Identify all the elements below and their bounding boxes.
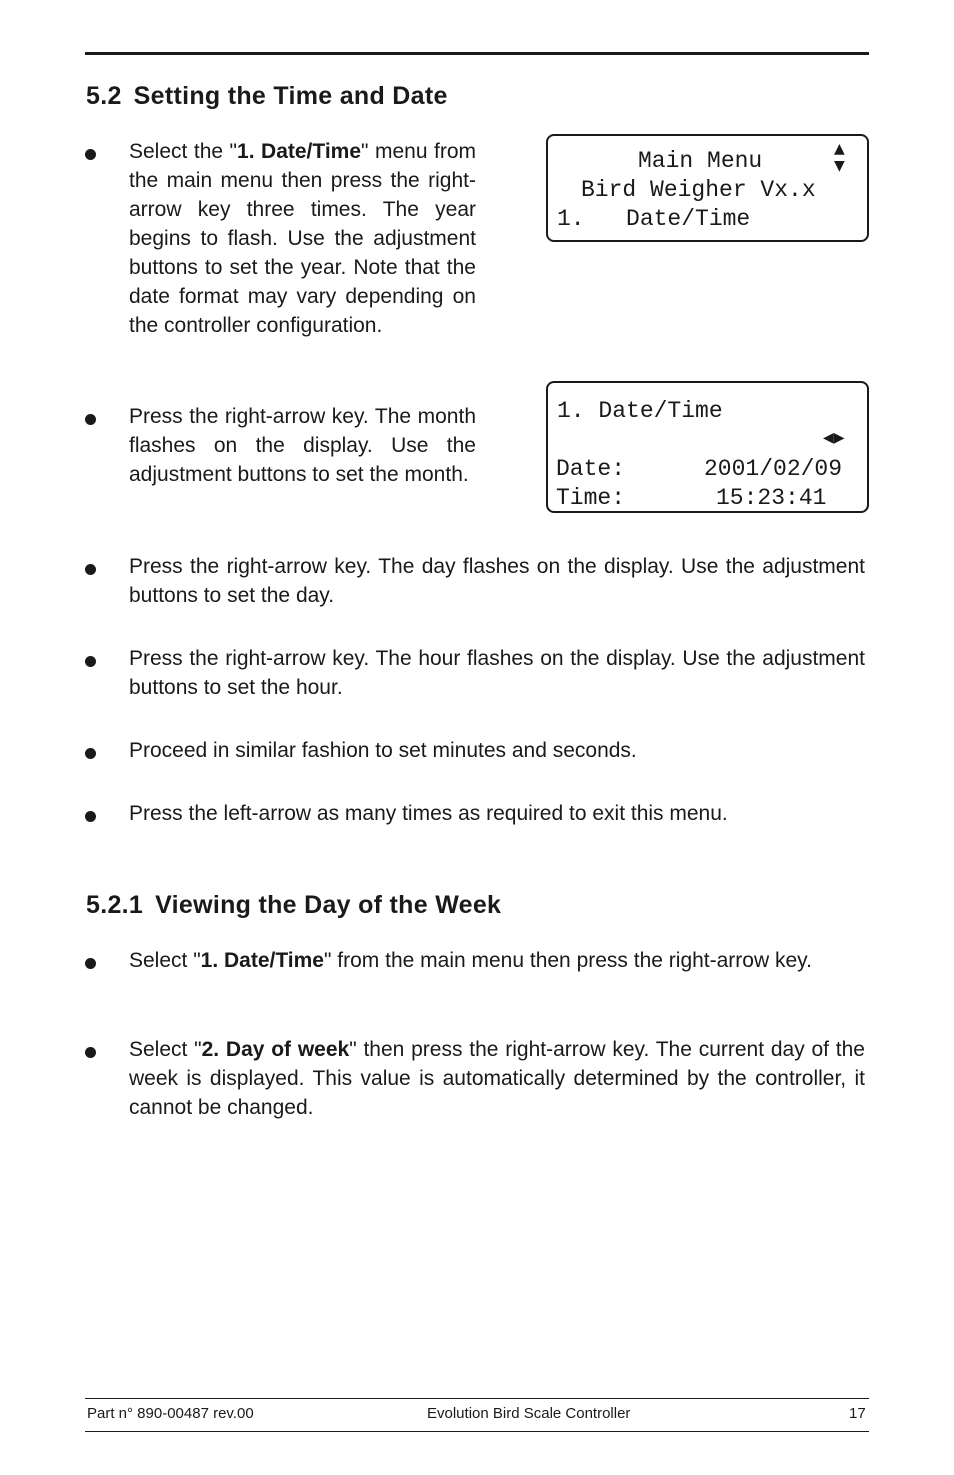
- bullet-text: Proceed in similar fashion to set minutes and seconds.: [129, 739, 637, 762]
- bullet-text: Press the right-arrow key. The month flashes on the display. Use the adjustment buttons to set the month.: [129, 405, 476, 486]
- lcd-line: Bird Weigher Vx.x: [581, 177, 816, 203]
- footer-rule-bottom: [85, 1431, 869, 1432]
- lcd-line: Main Menu: [638, 148, 763, 174]
- lcd-main-menu: [546, 134, 869, 242]
- bullet-dot: [85, 1047, 96, 1058]
- footer-page-number: 17: [849, 1405, 866, 1422]
- bullet-text: Select the "1. Date/Time" menu from the main menu then press the right-arrow key three times. The year begins to flash. Use the adjustment buttons to set the year. Note that the date format may vary depending on the controller configuration.: [129, 140, 476, 337]
- subsection-number: 5.2.1: [86, 891, 144, 919]
- lcd-line: 1. Date/Time: [557, 398, 723, 424]
- arrow-down-icon: ▼: [834, 158, 845, 174]
- lcd-date-value: 2001/02/09: [704, 456, 843, 482]
- bullet-dot: [85, 656, 96, 667]
- top-rule: [85, 52, 869, 55]
- bullet-dot: [85, 414, 96, 425]
- subsection-heading: [86, 891, 501, 920]
- section-heading: [86, 82, 448, 111]
- bullet-dot: [85, 149, 96, 160]
- footer-part-number: Part n° 890-00487 rev.00: [87, 1405, 254, 1422]
- section-title: Setting the Time and Date: [133, 82, 448, 110]
- lcd-time-value: 15:23:41: [716, 485, 827, 511]
- subsection-title: Viewing the Day of the Week: [155, 891, 502, 919]
- footer-doc-title: Evolution Bird Scale Controller: [427, 1405, 631, 1422]
- bullet-text: Press the right-arrow key. The hour flashes on the display. Use the adjustment buttons to set the hour.: [129, 647, 865, 699]
- lcd-time-label: Time:: [556, 485, 626, 511]
- left-right-arrows-icon: ◀▶: [823, 430, 845, 446]
- bullet-dot: [85, 811, 96, 822]
- bullet-dot: [85, 748, 96, 759]
- bullet-text: Select "2. Day of week" then press the right-arrow key. The current day of the week is displayed. This value is automatically determined by the controller, it cannot be changed.: [129, 1038, 865, 1119]
- lcd-date-label: Date:: [556, 456, 626, 482]
- lcd-date-time: [546, 381, 869, 513]
- bullet-text: Press the left-arrow as many times as required to exit this menu.: [129, 802, 728, 825]
- footer-rule-top: [85, 1398, 869, 1399]
- bullet-dot: [85, 958, 96, 969]
- section-number: 5.2: [86, 82, 122, 110]
- bullet-dot: [85, 564, 96, 575]
- bullet-text: Press the right-arrow key. The day flashes on the display. Use the adjustment buttons to set the day.: [129, 555, 865, 607]
- lcd-line: 1. Date/Time: [557, 206, 751, 232]
- bullet-text: Select "1. Date/Time" from the main menu then press the right-arrow key.: [129, 949, 812, 972]
- arrow-up-icon: ▲: [834, 141, 845, 157]
